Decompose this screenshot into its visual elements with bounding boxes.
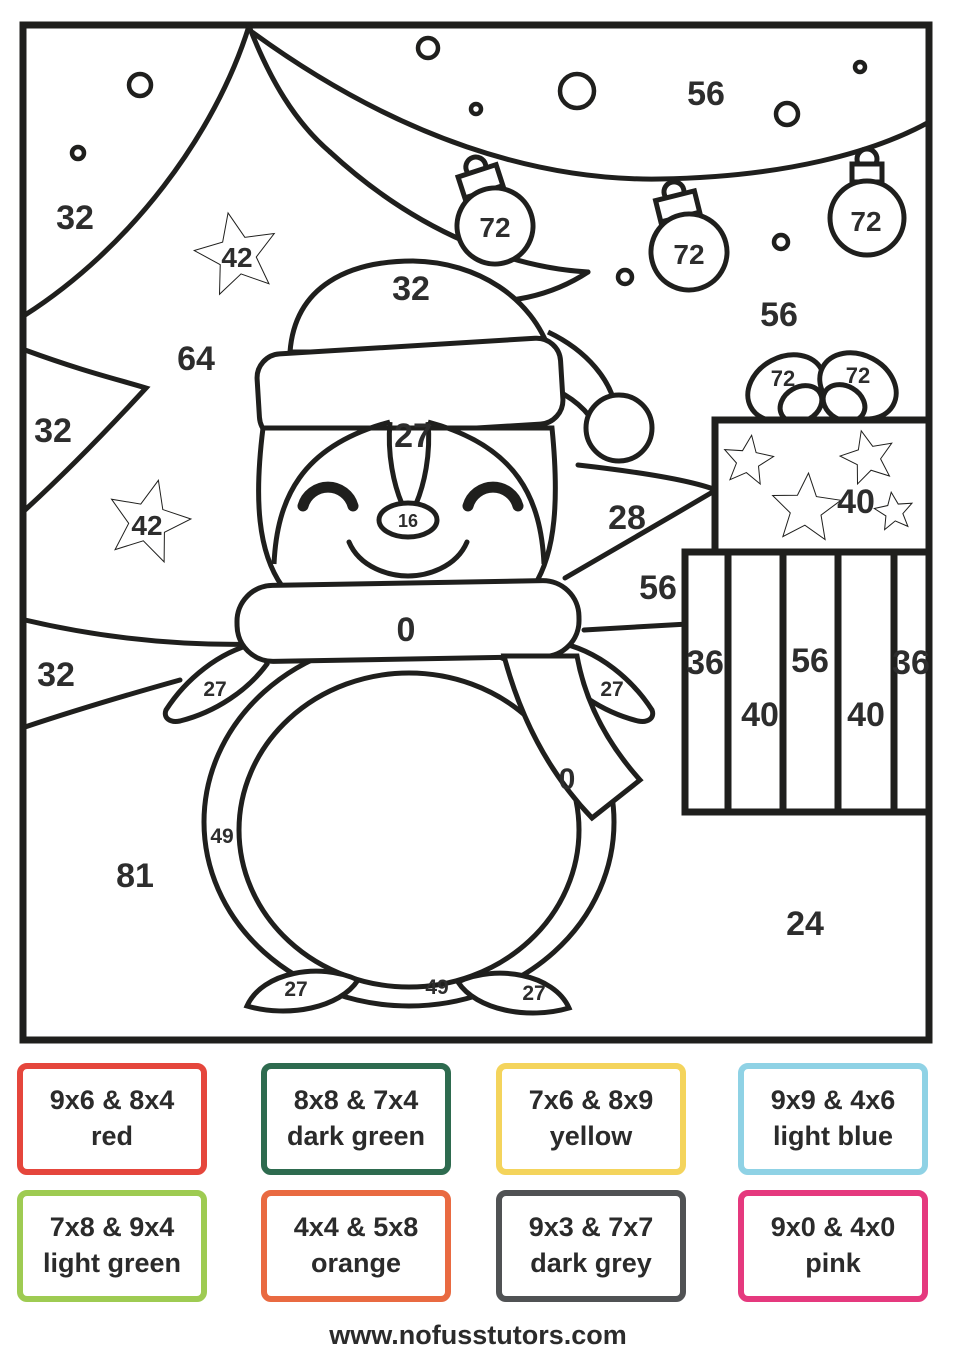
ornament-ball (635, 173, 735, 298)
region-number: 27 (284, 978, 308, 1001)
key-problems: 9x9 & 4x6 (770, 1085, 896, 1116)
website-url: www.nofusstutors.com (329, 1320, 627, 1350)
region-number: 32 (37, 656, 75, 694)
key-problems: 8x8 & 7x4 (293, 1085, 419, 1116)
region-number: 42 (131, 510, 163, 541)
region-number: 27 (203, 678, 227, 701)
region-number: 32 (392, 270, 430, 308)
gift-box (685, 340, 929, 812)
region-number: 56 (687, 75, 725, 113)
region-number: 24 (786, 905, 824, 943)
hat-pompom (586, 395, 652, 461)
key-color-name: red (90, 1121, 134, 1151)
key-problems: 9x3 & 7x7 (528, 1212, 654, 1243)
region-number: 56 (791, 642, 829, 680)
color-key-box-pink (738, 1190, 928, 1302)
region-number: 42 (221, 242, 253, 273)
key-color-name: light green (42, 1248, 181, 1278)
region-number: 81 (116, 857, 154, 895)
region-number: 16 (397, 511, 419, 531)
garland-string (252, 32, 929, 179)
key-color-name: yellow (549, 1121, 633, 1151)
region-number: 49 (210, 825, 234, 848)
region-number: 72 (845, 363, 871, 388)
color-key-box-red (17, 1063, 207, 1175)
key-color-name: orange (310, 1248, 402, 1278)
key-color-name: light blue (773, 1121, 893, 1151)
region-number: 72 (770, 366, 796, 391)
key-color-name: dark green (286, 1121, 426, 1151)
ornament-garland (252, 32, 929, 298)
color-key-box-orange (261, 1190, 451, 1302)
color-key-box-dark-green (261, 1063, 451, 1175)
region-number: 28 (608, 499, 646, 537)
region-number: 0 (396, 611, 416, 649)
right-foot (458, 973, 569, 1013)
key-color-name: pink (805, 1248, 861, 1278)
region-number: 49 (425, 976, 449, 999)
region-number: 56 (639, 569, 677, 607)
region-number: 40 (837, 483, 875, 521)
region-number: 40 (847, 696, 885, 734)
region-number: 0 (558, 763, 576, 796)
ornament-ball (830, 149, 904, 255)
color-key-box-light-green (17, 1190, 207, 1302)
region-number: 32 (34, 412, 72, 450)
key-problems: 7x6 & 8x9 (528, 1085, 654, 1116)
region-number: 56 (760, 296, 798, 334)
region-number: 64 (177, 340, 215, 378)
key-problems: 9x6 & 8x4 (49, 1085, 175, 1116)
region-number: 27 (394, 417, 432, 455)
key-color-name: dark grey (530, 1248, 652, 1278)
color-key-box-dark-grey (496, 1190, 686, 1302)
region-number: 32 (56, 199, 94, 237)
region-number: 72 (850, 206, 882, 237)
region-number: 27 (522, 982, 546, 1005)
color-key-box-yellow (496, 1063, 686, 1175)
region-number: 72 (673, 239, 705, 270)
region-number: 36 (686, 644, 724, 682)
region-number: 36 (892, 644, 930, 682)
region-number: 40 (741, 696, 779, 734)
region-number: 27 (600, 678, 624, 701)
key-problems: 9x0 & 4x0 (770, 1212, 896, 1243)
color-key-box-light-blue (738, 1063, 928, 1175)
key-problems: 4x4 & 5x8 (293, 1212, 419, 1243)
key-problems: 7x8 & 9x4 (49, 1212, 175, 1243)
region-number: 72 (479, 212, 511, 243)
